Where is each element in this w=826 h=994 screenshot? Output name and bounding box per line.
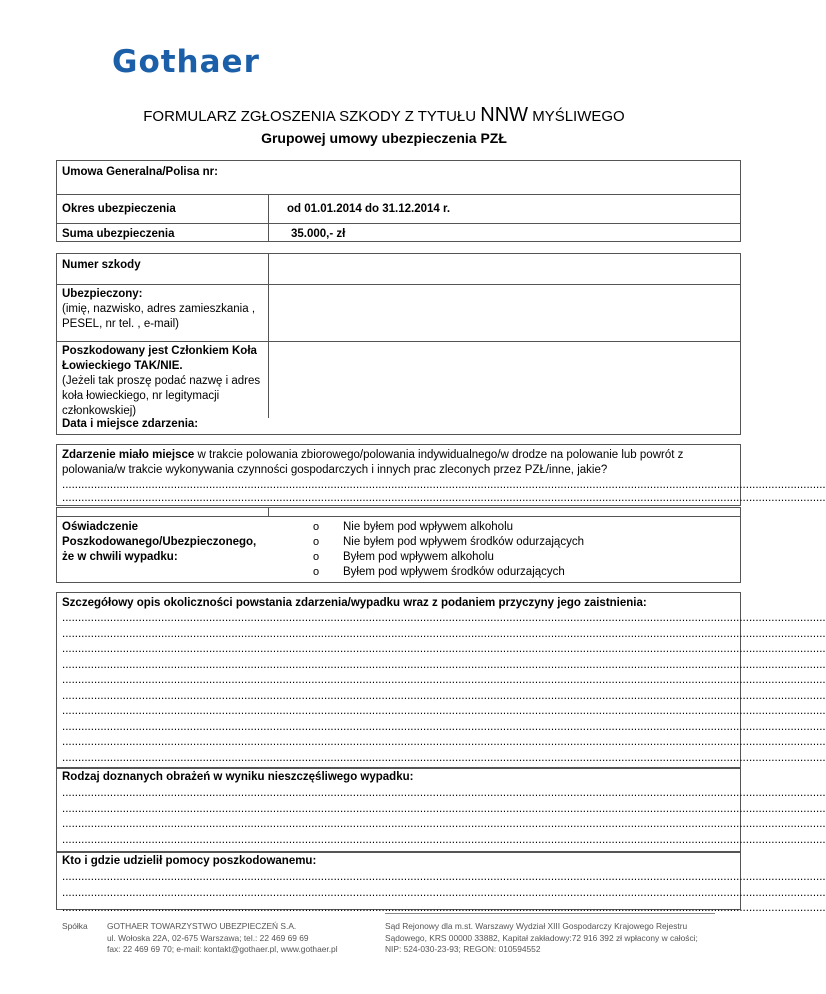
insured-block: [62, 287, 262, 332]
policy-number-label: Umowa Generalna/Polisa nr:: [62, 166, 218, 178]
description-line[interactable]: ...............................................................................................................................................................................................................................................: [62, 751, 826, 764]
injuries-line[interactable]: ...............................................................................................................................................................................................................................................: [62, 787, 826, 799]
statement-label: Oświadczenie Poszkodowanego/Ubezpieczonego, że w chwili wypadku:: [62, 521, 257, 563]
statement-option[interactable]: [313, 535, 733, 550]
event-section: [56, 444, 826, 506]
statement-option-label: Nie byłem pod wpływem środków odurzających: [343, 536, 584, 548]
radio-bullet-icon: o: [313, 551, 320, 563]
description-section: [56, 592, 826, 768]
description-line[interactable]: ...............................................................................................................................................................................................................................................: [62, 658, 826, 671]
footer-company: GOTHAER TOWARZYSTWO UBEZPIECZEŃ S.A.: [107, 921, 297, 931]
period-label: Okres ubezpieczenia: [62, 203, 176, 215]
injuries-line[interactable]: ...............................................................................................................................................................................................................................................: [62, 818, 826, 830]
insured-label: Ubezpieczony:: [62, 288, 143, 300]
statement-options: [313, 520, 733, 580]
statement-option-label: Byłem pod wpływem alkoholu: [343, 551, 494, 563]
member-field[interactable]: [269, 342, 740, 418]
description-lines: [62, 611, 826, 766]
sum-value: 35.000,- zł: [291, 228, 346, 240]
footer-krs: Sądowego, KRS 00000 33882, Kapitał zakładowy:72 916 392 zł wpłacony w całości;: [385, 932, 698, 943]
statement-option[interactable]: [313, 550, 733, 565]
description-line[interactable]: ...............................................................................................................................................................................................................................................: [62, 643, 826, 655]
policy-section: [56, 160, 741, 242]
description-label: Szczegółowy opis okoliczności powstania zdarzenia/wypadku wraz z podaniem przyczyny jego zaistnienia:: [62, 597, 647, 609]
sum-label: Suma ubezpieczenia: [62, 228, 175, 240]
injuries-lines: [62, 786, 826, 848]
member-label: Poszkodowany jest Członkiem Koła Łowieckiego TAK/NIE.: [62, 345, 257, 372]
help-section: [56, 852, 826, 914]
help-lines: [62, 870, 826, 917]
footer-address: ul. Wołoska 22A, 02-675 Warszawa; tel.: 22 469 69 69: [107, 932, 309, 943]
event-answer-line[interactable]: ...............................................................................................................................................................................................................................................: [62, 492, 826, 504]
event-answer-line[interactable]: ...............................................................................................................................................................................................................................................: [62, 479, 826, 491]
member-hint: (Jeżeli tak proszę podać nazwę i adres koła łowieckiego, nr legitymacji członkowskiej): [62, 375, 261, 417]
form-subtitle: Grupowej umowy ubezpieczenia PZŁ: [261, 130, 507, 146]
event-lead: Zdarzenie miało miejsce: [62, 449, 195, 461]
radio-bullet-icon: o: [313, 521, 320, 533]
claim-number-label: Numer szkody: [62, 259, 141, 271]
statement-option-label: Byłem pod wpływem środków odurzających: [343, 566, 565, 578]
gothaer-logo: [112, 44, 282, 83]
description-line[interactable]: ...............................................................................................................................................................................................................................................: [62, 612, 826, 624]
description-line[interactable]: ...............................................................................................................................................................................................................................................: [62, 689, 826, 702]
injuries-section: [56, 768, 826, 852]
insured-field[interactable]: [269, 285, 740, 341]
statement-option[interactable]: [313, 520, 733, 535]
help-line[interactable]: ...............................................................................................................................................................................................................................................: [62, 886, 826, 899]
description-line[interactable]: ...............................................................................................................................................................................................................................................: [62, 627, 826, 640]
footer-company-block: [107, 921, 338, 956]
gothaer-logo-graphic: [112, 44, 282, 78]
footer-nip: NIP: 524-030-23-93; REGON: 010594552: [385, 944, 541, 954]
statement-option[interactable]: [313, 565, 733, 580]
injuries-line[interactable]: ...............................................................................................................................................................................................................................................: [62, 802, 826, 815]
form-title: [0, 104, 768, 127]
description-line[interactable]: ...............................................................................................................................................................................................................................................: [62, 674, 826, 686]
footer-court: Sąd Rejonowy dla m.st. Warszawy Wydział XIII Gospodarczy Krajowego Rejestru: [385, 921, 688, 931]
help-label: Kto i gdzie udzielił pomocy poszkodowanemu:: [62, 855, 317, 867]
description-line[interactable]: ...............................................................................................................................................................................................................................................: [62, 720, 826, 733]
description-line[interactable]: ...............................................................................................................................................................................................................................................: [62, 705, 826, 717]
event-body: w trakcie polowania zbiorowego/polowania indywidualnego/w drodze na polowanie lub powrót z polowania/w trakcie wykonywania czynności gospodarczych i innych prac zleconych przez PZŁ/inne, jakie?: [62, 449, 684, 476]
claim-number-field[interactable]: [269, 254, 740, 284]
event-text: [62, 448, 738, 478]
help-line[interactable]: ...............................................................................................................................................................................................................................................: [62, 871, 826, 883]
footer-contact: fax: 22 469 69 70; e-mail: kontakt@gothaer.pl, www.gothaer.pl: [107, 944, 338, 954]
statement-option-label: Nie byłem pod wpływem alkoholu: [343, 521, 514, 533]
footer-registry-block: [385, 921, 725, 956]
insured-hint: (imię, nazwisko, adres zamieszkania , PESEL, nr tel. , e-mail): [62, 303, 256, 330]
footer-spolka: Spółka: [62, 921, 88, 931]
title-prefix: FORMULARZ ZGŁOSZENIA SZKODY Z TYTUŁU: [143, 108, 477, 125]
period-value: od 01.01.2014 do 31.12.2014 r.: [287, 203, 451, 215]
injuries-label: Rodzaj doznanych obrażeń w wyniku nieszczęśliwego wypadku:: [62, 771, 414, 783]
radio-bullet-icon: o: [313, 566, 320, 578]
help-line[interactable]: ...............................................................................................................................................................................................................................................: [62, 902, 826, 914]
description-line[interactable]: ...............................................................................................................................................................................................................................................: [62, 736, 826, 748]
logo-text: Gothaer: [112, 44, 260, 80]
statement-section: [56, 507, 741, 583]
claim-section: [56, 253, 741, 435]
injuries-line[interactable]: ...............................................................................................................................................................................................................................................: [62, 833, 826, 846]
title-suffix: MYŚLIWEGO: [532, 108, 625, 125]
radio-bullet-icon: o: [313, 536, 320, 548]
date-place-label: Data i miejsce zdarzenia:: [62, 418, 199, 430]
member-block: [62, 344, 262, 419]
footer-divider: [385, 913, 715, 914]
title-nnw: NNW: [480, 104, 529, 126]
